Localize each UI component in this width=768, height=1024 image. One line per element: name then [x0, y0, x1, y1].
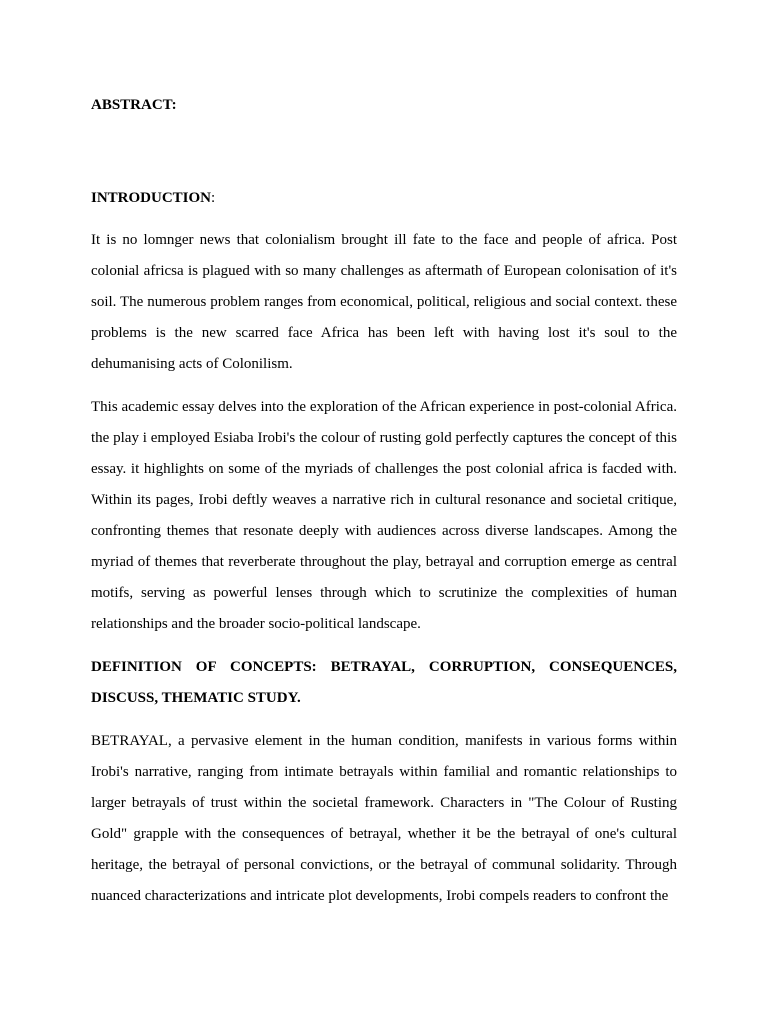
introduction-heading [91, 183, 677, 214]
essay-overview-paragraph: This academic essay delves into the exploration of the African experience in post-colonial Africa. the play i employed Esiaba Irobi's the colour of rusting gold perfectly captures the concept of this essay. it highlights on some of the myriads of challenges the post colonial africa is facded with. Within its pages, Irobi deftly weaves a narrative rich in cultural resonance and societal critique, confronting themes that resonate deeply with audiences across diverse landscapes. Among the myriad of themes that reverberate throughout the play, betrayal and corruption emerge as central motifs, serving as powerful lenses through which to scrutinize the complexities of human relationships and the broader socio-political landscape. [91, 399, 677, 632]
betrayal-paragraph: BETRAYAL, a pervasive element in the human condition, manifests in various forms within Irobi's narrative, ranging from intimate betrayals within familial and romantic relationships to larger betrayals of trust within the societal framework. Characters in "The Colour of Rusting Gold" grapple with the consequences of betrayal, whether it be the betrayal of one's cultural heritage, the betrayal of personal convictions, or the betrayal of communal solidarity. Through nuanced characterizations and intricate plot developments, Irobi compels readers to confront the [91, 733, 677, 904]
introduction-paragraph: It is no lomnger news that colonialism brought ill fate to the face and people of africa. Post colonial africsa is plagued with so many challenges as aftermath of European colonisation of it's soil. The numerous problem ranges from economical, political, religious and social context. these problems is the new scarred face Africa has been left with having lost it's soul to the dehumanising acts of Colonilism. [91, 232, 677, 372]
introduction-heading-colon: : [211, 190, 216, 206]
introduction-heading-text: INTRODUCTION [91, 190, 212, 206]
definitions-heading: DEFINITION OF CONCEPTS: BETRAYAL, CORRUPTION, CONSEQUENCES, DISCUSS, THEMATIC STUDY. [91, 659, 677, 706]
abstract-heading: ABSTRACT: [91, 97, 177, 113]
document-body [91, 90, 677, 912]
